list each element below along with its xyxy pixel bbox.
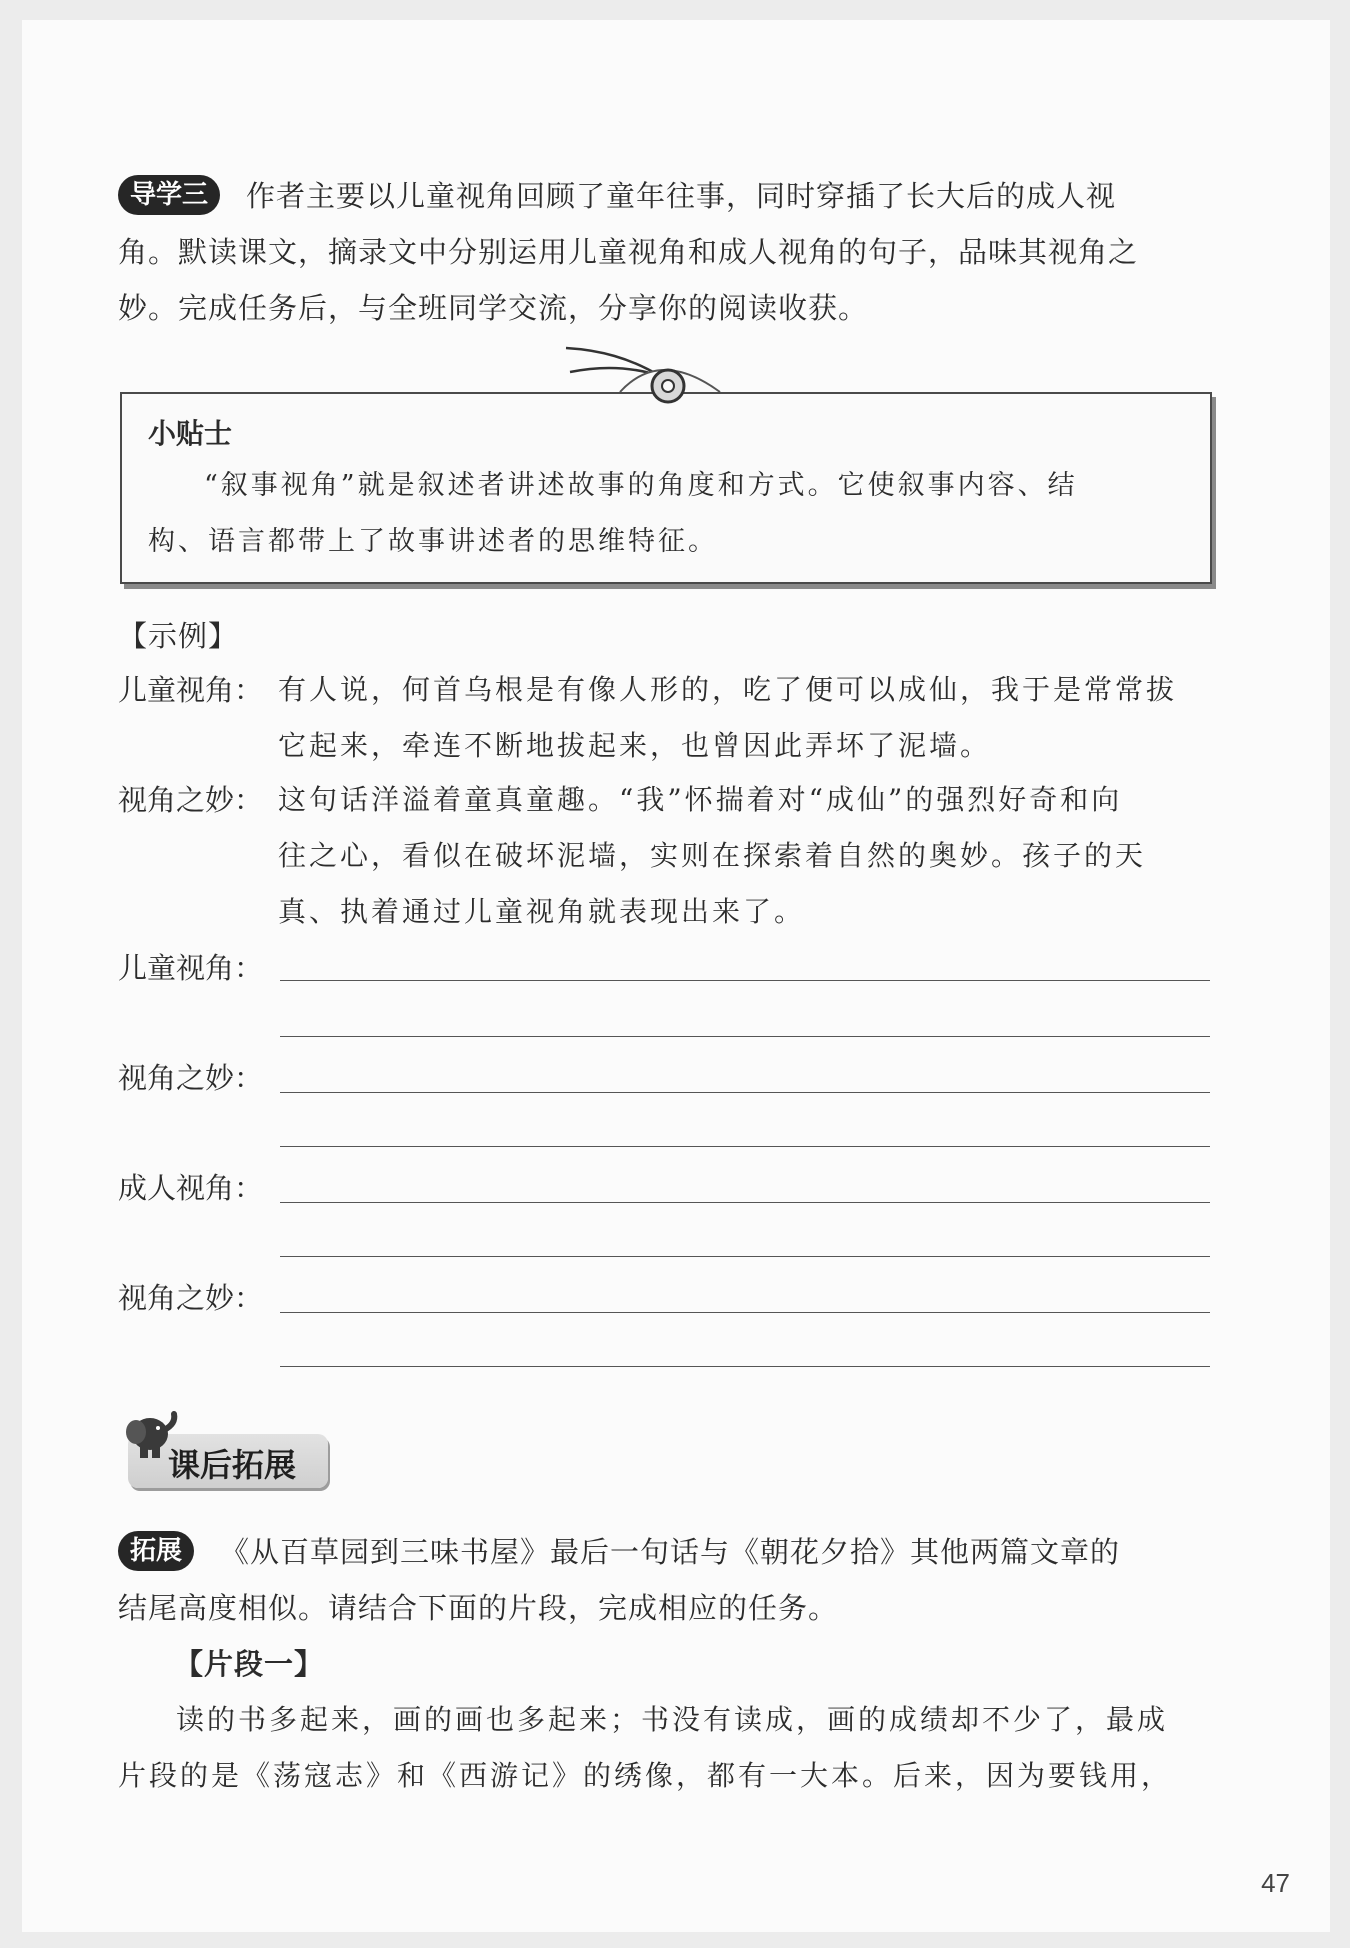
example-wonder-line-2: 往之心，看似在破坏泥墙，实则在探索着自然的奥妙。孩子的天 [278, 839, 1147, 872]
blank-child-line-2[interactable] [280, 1036, 1210, 1037]
example-wonder-line-1: 这句话洋溢着童真童趣。“我”怀揣着对“成仙”的强烈好奇和向 [278, 783, 1123, 816]
example-header: 【示例】 [118, 619, 239, 653]
tips-line-2: 构、语言都带上了故事讲述者的思维特征。 [148, 526, 718, 557]
blank-adult-line-2[interactable] [280, 1256, 1210, 1257]
extension-line-2: 结尾高度相似。请结合下面的片段，完成相应的任务。 [118, 1591, 839, 1625]
fragment-line-2: 片段的是《荡寇志》和《西游记》的绣像，都有一大本。后来，因为要钱用， [118, 1759, 1173, 1792]
extension-badge: 拓展 [118, 1531, 194, 1571]
extension-text-1: 《从百草园到三味书屋》最后一句话与《朝花夕拾》其他两篇文章的 [220, 1535, 1121, 1569]
blank-wonder1-line-1[interactable] [280, 1092, 1210, 1093]
fragment-title: 【片段一】 [174, 1647, 325, 1681]
blank-child-line-1[interactable] [280, 980, 1210, 981]
task3-text-1: 作者主要以儿童视角回顾了童年往事，同时穿插了长大后的成人视 [246, 179, 1117, 213]
fragment-line-1: 读的书多起来，画的画也多起来；书没有读成，画的成绩却不少了，最成 [176, 1703, 1169, 1736]
blank-child-label: 儿童视角： [118, 951, 264, 985]
blank-wonder2-line-1[interactable] [280, 1312, 1210, 1313]
task3-paragraph [118, 168, 1218, 336]
elephant-icon [120, 1410, 180, 1466]
example-child-line-1: 有人说，何首乌根是有像人形的，吃了便可以成仙，我于是常常拔 [278, 673, 1178, 706]
example-child-label: 儿童视角： [118, 673, 264, 707]
blank-wonder1-line-2[interactable] [280, 1146, 1210, 1147]
blank-wonder2-label: 视角之妙： [118, 1281, 264, 1315]
example-wonder-line-3: 真、执着通过儿童视角就表现出来了。 [278, 895, 806, 928]
task3-line-2: 角。默读课文，摘录文中分别运用儿童视角和成人视角的句子，品味其视角之 [118, 235, 1139, 269]
tips-line-1: “叙事视角”就是叙述者讲述故事的角度和方式。它使叙事内容、结 [204, 470, 1078, 501]
blank-wonder1-label: 视角之妙： [118, 1061, 264, 1095]
page-number: 47 [1261, 1868, 1290, 1898]
task3-badge: 导学三 [118, 175, 220, 215]
blank-adult-line-1[interactable] [280, 1202, 1210, 1203]
example-wonder-label: 视角之妙： [118, 783, 264, 817]
fragment-text [118, 1692, 1218, 1804]
ring-icon [648, 366, 688, 406]
task3-line-3: 妙。完成任务后，与全班同学交流，分享你的阅读收获。 [118, 291, 869, 325]
tips-body [148, 458, 1188, 570]
tips-title: 小贴士 [148, 417, 233, 450]
task3-line-1 [118, 168, 1218, 224]
blank-wonder2-line-2[interactable] [280, 1366, 1210, 1367]
extension-paragraph [118, 1524, 1218, 1692]
tips-box [120, 392, 1212, 584]
example-child-line-2: 它起来，牵连不断地拔起来，也曾因此弄坏了泥墙。 [278, 729, 992, 762]
blank-adult-label: 成人视角： [118, 1171, 264, 1205]
example-wonder-text [278, 772, 1218, 940]
extension-line-1 [118, 1524, 1218, 1580]
section-title: 课后拓展 [168, 1446, 297, 1484]
example-child-text [278, 662, 1218, 774]
